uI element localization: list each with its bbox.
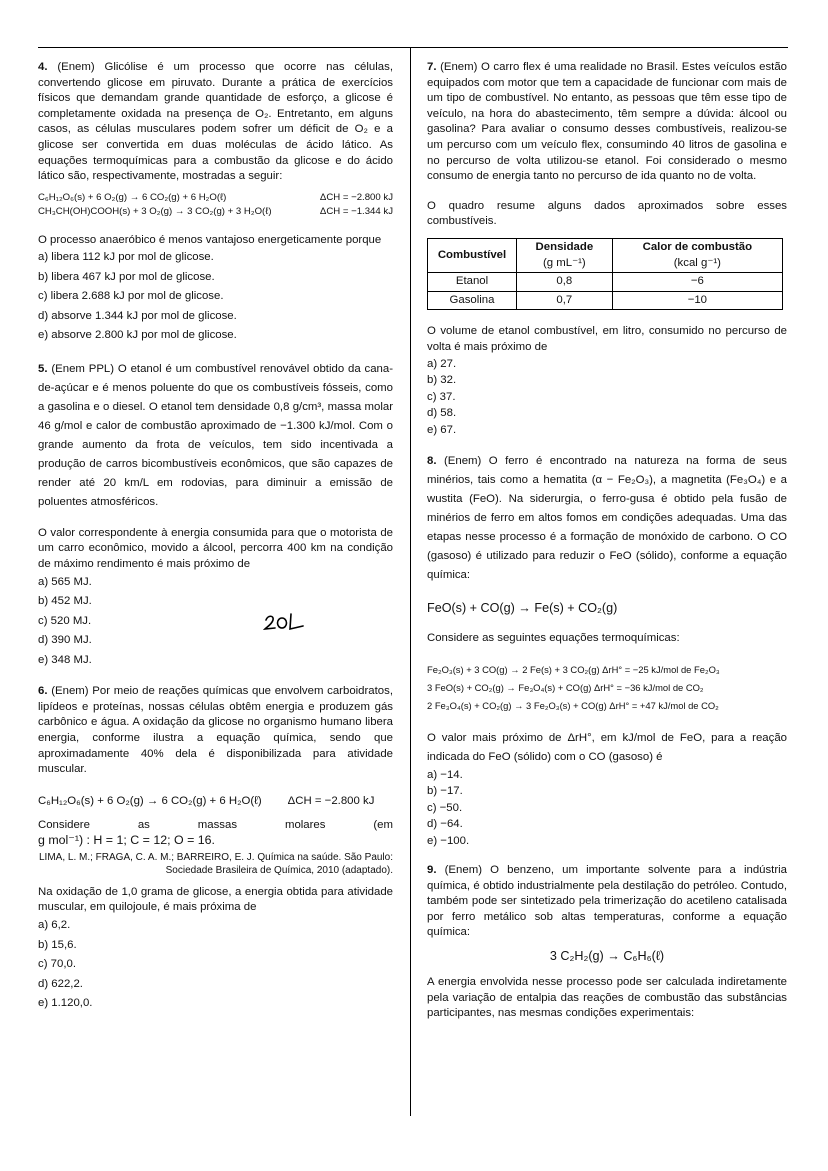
option-a[interactable]: a) libera 112 kJ por mol de glicose. [38, 251, 214, 264]
left-column [38, 60, 393, 1014]
table-header: Combustível [428, 238, 517, 272]
handwritten-annotation [263, 612, 305, 632]
question-stem: O benzeno, um importante solvente para a indústria química, é obtido industrialmente pela destilação do petróleo. Contudo, também pode ser sintetizado pela trimerização do acetileno catalisada por ferro metálico sob altas temperaturas, conforme a equação química: [427, 864, 788, 939]
option-a[interactable]: a) 6,2. [38, 919, 71, 932]
question-number: 4. [38, 61, 48, 73]
question-7 [427, 60, 787, 438]
option-c[interactable]: c) 37. [427, 390, 456, 403]
option-c[interactable]: c) libera 2.688 kJ por mol de glicose. [38, 290, 224, 303]
column-divider [410, 47, 411, 1116]
question-stem: O etanol é um combustível renovável obtido da cana-de-açúcar e é menos poluente do que os combustíveis fósseis, como a gasolina e o diesel. O etanol tem densidade 0,8 g/cm³, massa molar 46 g/mol e calor de combustão aproximado de −1.300 kJ/mol. Com o grande aumento da frota de veículos, tem sido incentivada a produção de carros bicombustíveis econômicos, que são capazes de render até 20 km/L em rodovias, para diminuir a emissão de poluentes atmosféricos. [38, 362, 394, 508]
question-4 [38, 60, 393, 346]
enthalpy-value: ΔCH = −2.800 kJ [287, 794, 375, 807]
option-b[interactable]: b) libera 467 kJ por mol de glicose. [38, 270, 215, 283]
question-source: (Enem) [51, 685, 89, 698]
question-number: 8. [427, 455, 437, 467]
option-c[interactable]: c) 520 MJ. [38, 614, 92, 627]
option-e[interactable]: e) absorve 2.800 kJ por mol de glicose. [38, 329, 237, 342]
option-b[interactable]: b) 32. [427, 374, 457, 386]
thermo-equations [427, 661, 787, 715]
enthalpy-value: ΔCH = −2.800 kJ [319, 191, 393, 203]
question-prompt: O processo anaeróbico é menos vantajoso energeticamente porque [38, 233, 382, 246]
question-9 [427, 863, 787, 1022]
question-number: 9. [427, 864, 437, 877]
option-b[interactable]: b) −17. [427, 785, 463, 798]
enthalpy-value: ΔCH = −1.344 kJ [319, 205, 393, 217]
option-a[interactable]: a) −14. [427, 768, 463, 781]
table-header-row [428, 238, 783, 272]
table-cell: Gasolina [428, 291, 517, 310]
table-row [428, 273, 783, 292]
option-d[interactable]: d) absorve 1.344 kJ por mol de glicose. [38, 309, 237, 322]
molar-masses-line: Considere as massas molares (em [38, 818, 393, 831]
answer-options [427, 356, 787, 439]
equation: C₆H₁₂O₆(s) + 6 O₂(g) → 6 CO₂(g) + 6 H₂O(ℓ) [38, 191, 227, 203]
option-d[interactable]: d) 622,2. [38, 977, 83, 990]
question-5 [38, 360, 393, 670]
table-row [428, 291, 783, 310]
option-e[interactable]: e) 1.120,0. [38, 997, 93, 1010]
question-prompt: O valor correspondente à energia consumida para que o motorista de um carro econômico, movido a álcool, percorra 400 km na condição de máximo rendimento é mais próximo de [38, 526, 393, 571]
question-6 [38, 684, 393, 1013]
option-e[interactable]: e) 348 MJ. [38, 653, 92, 666]
question-stem: O ferro é encontrado na natureza na forma de seus minérios, tais como a hematita (α − Fe₂O₃), a magnetita (Fe₃O₄) e a wustita (FeO). Na siderurgia, o ferro-gusa é obtido pela fusão de minérios de ferro em altos fomos em condições adequadas. Uma das etapas nesse processo é a formação de monóxido de carbono. O CO (gasoso) é utilizado para reduzir o FeO (sólido), conforme a equação química: [427, 455, 787, 581]
equation-row [38, 792, 393, 810]
fuel-table [427, 238, 783, 310]
question-stem: Por meio de reações químicas que envolvem carboidratos, lipídeos e proteínas, nossas células obtêm energia e produzem gás carbônico e água. A oxidação da glicose no organismo humano libera energia, conforme ilustra a equação química, sendo que aproximadamente 40% dela é disponibilizada para atividade muscular. [38, 685, 394, 776]
header-line: Calor de combustão [642, 240, 753, 253]
answer-options [38, 916, 393, 1014]
header-unit: (kcal g⁻¹) [673, 256, 721, 269]
question-number: 6. [38, 685, 48, 698]
question-source: (Enem PPL) [51, 362, 115, 375]
question-stem: O carro flex é uma realidade no Brasil. Estes veículos estão equipados com motor que tem a capacidade de funcionar com mais de um tipo de combustível. No entanto, as pessoas que têm esse tipo de veículo, na hora do abastecimento, têm sempre a dúvida: álcool ou gasolina? Para avaliar o consumo desses combustíveis, realizou-se um percurso com um veículo flex, consumindo 40 litros de gasolina e no percurso de volta utilizou-se etanol. Foi considerado o mesmo consumo de energia tanto no percurso de ida quanto no de volta. [427, 61, 788, 183]
question-source: (Enem) [440, 61, 478, 73]
option-b[interactable]: b) 452 MJ. [38, 595, 92, 608]
table-cell: Etanol [428, 273, 517, 292]
citation: LIMA, L. M.; FRAGA, C. A. M.; BARREIRO, E. J. Química na saúde. São Paulo: Sociedade Brasileira de Química, 2010 (adaptado). [38, 851, 393, 876]
question-continuation: A energia envolvida nesse processo pode ser calculada indiretamente pela variação de entalpia das reações de combustão das substâncias participantes, nas mesmas condições experimentais: [427, 976, 787, 1020]
equation: C₆H₁₂O₆(s) + 6 O₂(g) → 6 CO₂(g) + 6 H₂O(ℓ) [38, 794, 262, 807]
equation-row [38, 191, 393, 205]
question-stem: Glicólise é um processo que ocorre nas células, convertendo glicose em piruvato. Durante a prática de exercícios físicos que demandam grande quantidade de esforço, a glicose é completamente oxidada na presença de O₂. Entretanto, em alguns casos, as células musculares podem sofrer um déficit de O₂ e a glicose ser convertida em duas moléculas de ácido lático. As equações termoquímicas para a combustão da glicose e do ácido lático são, respectivamente, mostradas a seguir: [38, 61, 393, 183]
thermo-equation: 2 Fe₃O₄(s) + CO₂(g) → 3 Fe₂O₃(s) + CO(g) ΔrH° = +47 kJ/mol de CO₂ [427, 699, 719, 711]
right-column [427, 60, 787, 1022]
table-header [612, 238, 782, 272]
option-a[interactable]: a) 565 MJ. [38, 575, 92, 588]
question-prompt: O valor mais próximo de ΔrH°, em kJ/mol de FeO, para a reação indicada do FeO (sólido) com o CO (gasoso) é [427, 731, 787, 763]
question-number: 5. [38, 362, 48, 375]
option-b[interactable]: b) 15,6. [38, 938, 77, 951]
option-e[interactable]: e) 67. [427, 423, 457, 436]
table-cell: 0,7 [517, 291, 613, 310]
question-source: (Enem) [443, 455, 482, 467]
option-d[interactable]: d) 390 MJ. [38, 634, 92, 647]
option-d[interactable]: d) 58. [427, 407, 457, 419]
top-rule [38, 47, 788, 48]
question-prompt: O volume de etanol combustível, em litro, consumido no percurso de volta é mais próximo de [427, 325, 787, 353]
question-8 [427, 452, 787, 849]
thermo-equation: 3 FeO(s) + CO₂(g) → Fe₃O₄(s) + CO(g) ΔrH° = −36 kJ/mol de CO₂ [427, 681, 704, 693]
option-c[interactable]: c) −50. [427, 801, 463, 814]
table-cell: −6 [612, 273, 782, 292]
answer-options [427, 767, 787, 850]
table-cell: −10 [612, 291, 782, 310]
table-cell: 0,8 [517, 273, 613, 292]
option-e[interactable]: e) −100. [427, 834, 470, 847]
equation: CH₃CH(OH)COOH(s) + 3 O₂(g) → 3 CO₂(g) + 3 H₂O(ℓ) [38, 205, 272, 217]
question-source: (Enem) [444, 864, 482, 877]
thermo-intro: Considere as seguintes equações termoquímicas: [427, 632, 680, 644]
answer-options [38, 573, 393, 671]
option-c[interactable]: c) 70,0. [38, 958, 76, 971]
question-prompt: Na oxidação de 1,0 grama de glicose, a energia obtida para atividade muscular, em quilojoule, é mais próxima de [38, 885, 393, 914]
table-intro: O quadro resume alguns dados aproximados sobre esses combustíveis. [427, 199, 787, 228]
benzene-equation: 3 C₂H₂(g) → C₆H₆(ℓ) [549, 949, 665, 964]
answer-options [38, 248, 393, 346]
equation-row [38, 205, 393, 219]
table-header [517, 238, 613, 272]
option-d[interactable]: d) −64. [427, 818, 463, 831]
header-line: Densidade [535, 240, 594, 253]
question-number: 7. [427, 61, 437, 73]
option-a[interactable]: a) 27. [427, 357, 457, 370]
question-source: (Enem) [57, 61, 95, 73]
header-unit: (g mL⁻¹) [542, 256, 586, 269]
molar-masses-values: g mol⁻¹) : H = 1; C = 12; O = 16. [38, 833, 215, 848]
thermo-equation: Fe₂O₃(s) + 3 CO(g) → 2 Fe(s) + 3 CO₂(g) ΔrH° = −25 kJ/mol de Fe₂O₃ [427, 663, 720, 675]
main-equation: FeO(s) + CO(g) → Fe(s) + CO₂(g) [427, 601, 618, 615]
